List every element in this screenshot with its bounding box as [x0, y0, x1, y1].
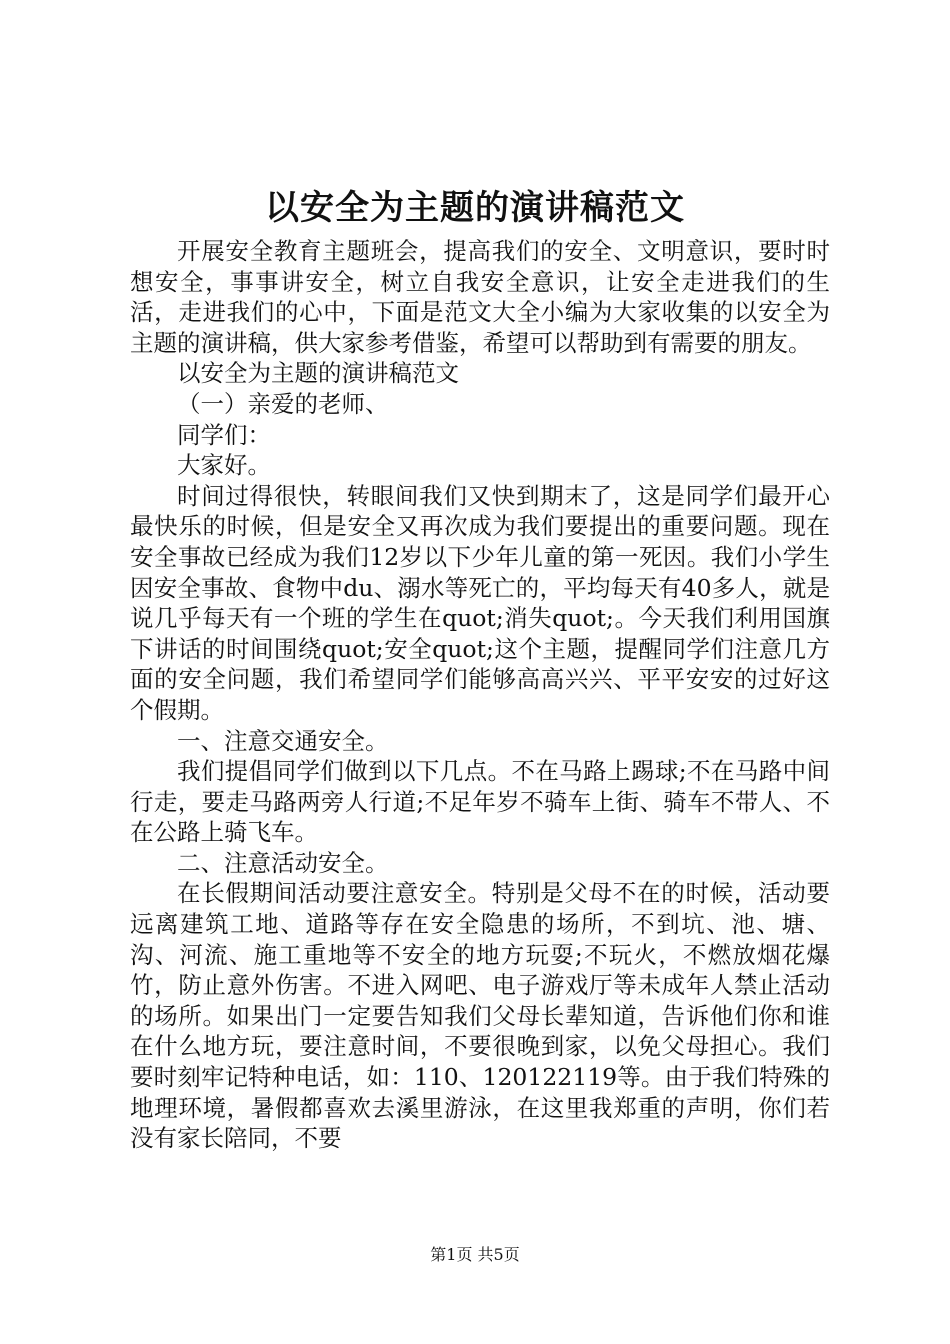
paragraph-opening: 时间过得很快，转眼间我们又快到期末了，这是同学们最开心最快乐的时候，但是安全又再次成为我们要提出的重要问题。现在安全事故已经成为我们12岁以下少年儿童的第一死因。我们小学生因安全事故、食物中du、溺水等死亡的，平均每天有40多人，就是说几乎每天有一个班的学生在quot;消失quot;。今天我们利用国旗下讲话的时间围绕quot;安全quot;这个主题，提醒同学们注意几方面的安全问题，我们希望同学们能够高高兴兴、平平安安的过好这个假期。 — [130, 481, 830, 724]
paragraph-activity: 在长假期间活动要注意安全。特别是父母不在的时候，活动要远离建筑工地、道路等存在安全隐患的场所，不到坑、池、塘、沟、河流、施工重地等不安全的地方玩耍;不玩火，不燃放烟花爆竹，防止意外伤害。不进入网吧、电子游戏厅等未成年人禁止活动的场所。如果出门一定要告知我们父母长辈知道，告诉他们你和谁在什么地方玩，要注意时间，不要很晚到家，以免父母担心。我们要时刻牢记特种电话，如：110、120122119等。由于我们特殊的地理环境，暑假都喜欢去溪里游泳，在这里我郑重的声明，你们若没有家长陪同，不要 — [130, 879, 830, 1153]
page-footer: 第1页 共5页 — [430, 1245, 520, 1264]
paragraph-intro: 开展安全教育主题班会，提高我们的安全、文明意识，要时时想安全，事事讲安全，树立自我安全意识，让安全走进我们的生活，走进我们的心中，下面是范文大全小编为大家收集的以安全为主题的演讲稿，供大家参考借鉴，希望可以帮助到有需要的朋友。 — [130, 237, 830, 357]
paragraph-traffic: 我们提倡同学们做到以下几点。不在马路上踢球;不在马路中间行走，要走马路两旁人行道;不足年岁不骑车上街、骑车不带人、不在公路上骑飞车。 — [130, 757, 830, 847]
paragraph-salutation-teachers: （一）亲爱的老师、 — [177, 389, 389, 418]
paragraph-salutation-students: 同学们： — [177, 420, 271, 449]
document-body — [130, 236, 830, 1154]
document-title: 以安全为主题的演讲稿范文 — [265, 188, 685, 228]
section-heading-traffic: 一、注意交通安全。 — [177, 726, 389, 755]
section-heading-activity: 二、注意活动安全。 — [177, 848, 389, 877]
paragraph-subtitle: 以安全为主题的演讲稿范文 — [177, 359, 459, 388]
paragraph-greeting: 大家好。 — [177, 451, 271, 480]
